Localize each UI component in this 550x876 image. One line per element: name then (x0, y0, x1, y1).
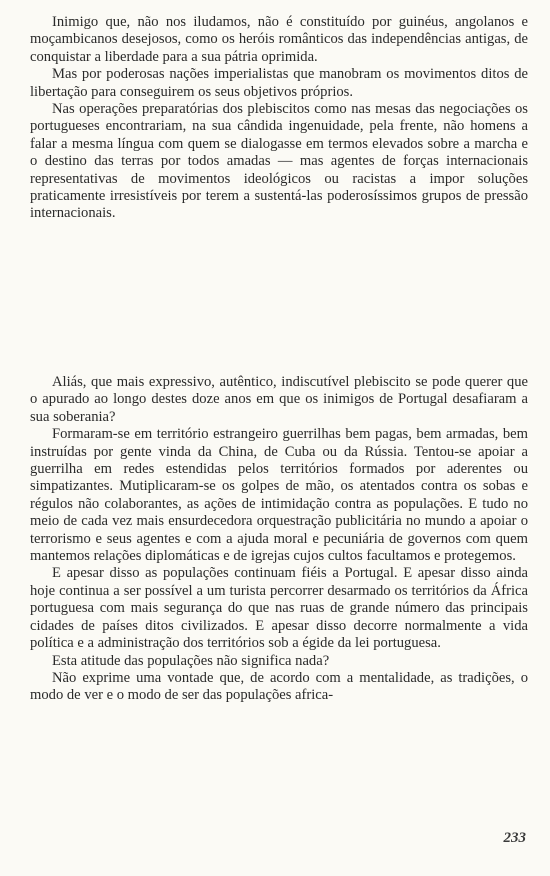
paragraph: Não exprime uma vontade que, de acordo com a mentalidade, as tradições, o modo de ver e o modo de ser das populações africa- (30, 669, 528, 704)
paragraph: Formaram-se em território estrangeiro guerrilhas bem pagas, bem armadas, bem instruídas por gente vinda da China, de Cuba ou da Rússia. Tentou-se apoiar a guerrilha em redes estendidas pelos territórios formados por aderentes ou simpatizantes. Mutiplicaram-se os golpes de mão, os atentados contra os sobas e régulos não colaborantes, as ações de intimidação contra as populações. E tudo no meio de cada vez mais ensurdecedora orquestração publicitária no mundo a apoiar o terrorismo e seus agentes e com a ajuda moral e pecuniária de governos com quem mantemos relações diplomáticas e de igrejas cujos cultos facultamos e protegemos. (30, 426, 528, 565)
paragraph: Esta atitude das populações não significa nada? (52, 652, 330, 669)
text-section-2 (30, 374, 528, 705)
paragraph: Nas operações preparatórias dos plebiscitos como nas mesas das negociações os portugueses encontrariam, na sua cândida ingenuidade, pela frente, não homens a falar a mesma língua com quem se dialogasse em termos elevados sobre a marcha e o destino das terras por todos amadas — mas agentes de forças internacionais representativas de movimentos ideológicos ou racistas a impor soluções praticamente irresistíveis por terem a sustentá-las poderosíssimos grupos de pressão internacionais. (30, 101, 528, 222)
paragraph: Mas por poderosas nações imperialistas que manobram os movimentos ditos de libertação para conseguirem os seus objetivos próprios. (30, 66, 528, 100)
paragraph: E apesar disso as populações continuam fiéis a Portugal. E apesar disso ainda hoje continua a ser possível a um turista percorrer desarmado os territórios da África portuguesa com mais segurança do que nas ruas de grande número das principais cidades de países ditos civilizados. E apesar disso decorre normalmente a vida política e a administração dos territórios sob a égide da lei portuguesa. (30, 565, 528, 652)
page-number: 233 (503, 830, 526, 846)
text-section-1 (30, 14, 528, 223)
paragraph: Aliás, que mais expressivo, autêntico, indiscutível plebiscito se pode querer que o apurado ao longo destes doze anos em que os inimigos de Portugal desafiaram a sua soberania? (30, 374, 528, 425)
paragraph: Inimigo que, não nos iludamos, não é constituído por guinéus, angolanos e moçambicanos desejosos, como os heróis românticos das independências antigas, de conquistar a liberdade para a sua pátria oprimida. (30, 14, 528, 65)
